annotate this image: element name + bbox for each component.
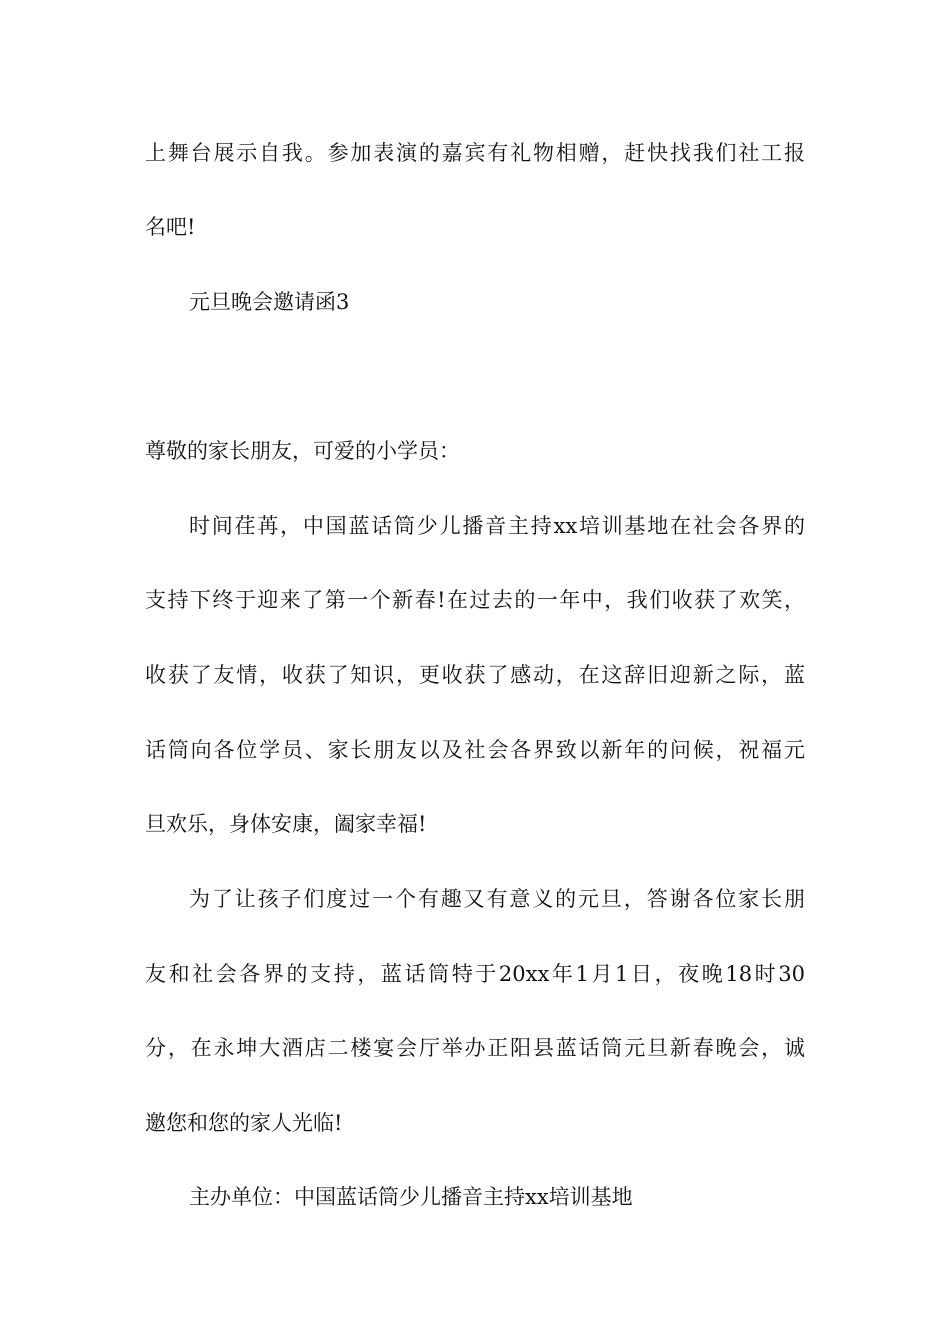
paragraph-line: 邀您和您的家人光临! [145,1111,343,1135]
paragraph-line: 旦欢乐，身体安康，阖家幸福! [145,812,427,836]
salutation: 尊敬的家长朋友，可爱的小学员： [145,439,460,463]
paragraph-line: 分，在永坤大酒店二楼宴会厅举办正阳县蓝话筒元旦新春晚会，诚 [145,1036,805,1060]
paragraph-line: 话筒向各位学员、家长朋友以及社会各界致以新年的问候，祝福元 [145,738,805,762]
paragraph-line: 名吧! [145,215,196,239]
section-heading: 元旦晚会邀请函3 [189,290,350,314]
paragraph-line: 支持下终于迎来了第一个新春!在过去的一年中，我们收获了欢笑， [145,588,805,612]
paragraph-line: 时间荏苒，中国蓝话筒少儿播音主持xx培训基地在社会各界的 [189,514,805,538]
paragraph-line: 上舞台展示自我。参加表演的嘉宾有礼物相赠，赶快找我们社工报 [145,141,805,165]
paragraph-line: 友和社会各界的支持，蓝话筒特于20xx年1月1日，夜晚18时30 [145,962,805,986]
organizer-line: 主办单位：中国蓝话筒少儿播音主持xx培训基地 [189,1185,633,1209]
paragraph-line: 收获了友情，收获了知识，更收获了感动，在这辞旧迎新之际，蓝 [145,663,805,687]
paragraph-line: 为了让孩子们度过一个有趣又有意义的元旦，答谢各位家长朋 [189,887,805,911]
